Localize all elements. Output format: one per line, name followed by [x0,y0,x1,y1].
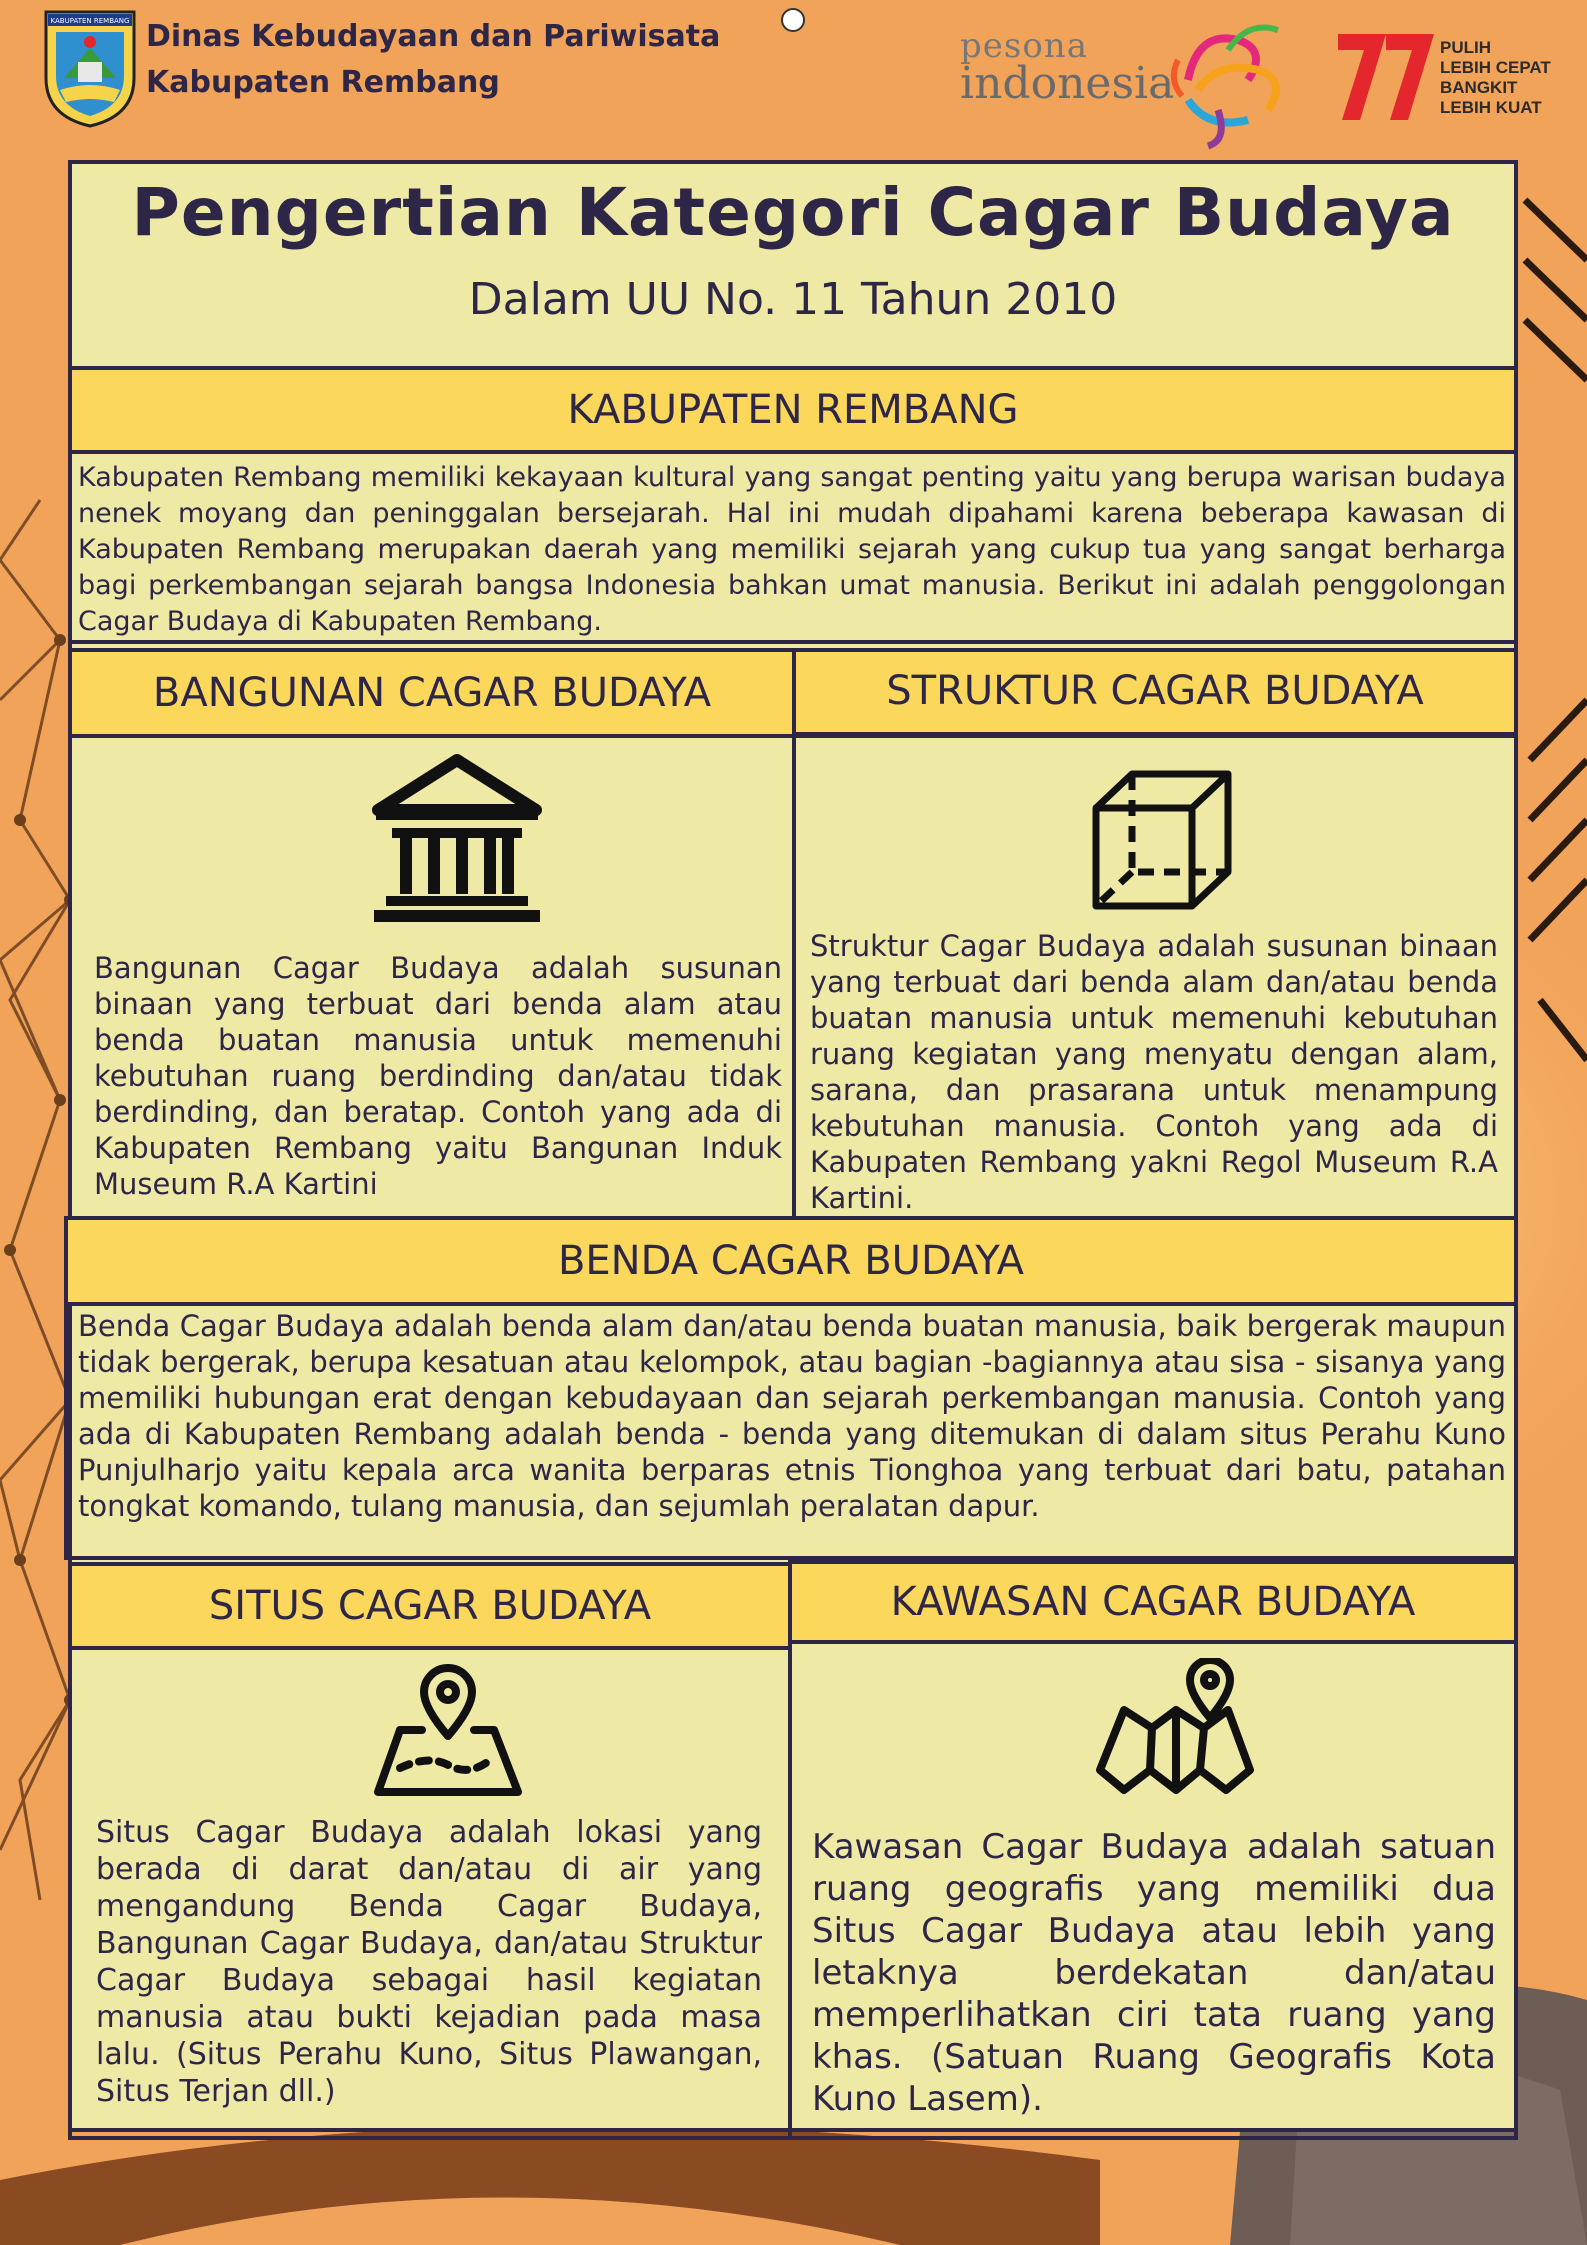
kawasan-heading: KAWASAN CAGAR BUDAYA [788,1560,1518,1644]
main-panel [68,160,1518,2132]
struktur-heading: STRUKTUR CAGAR BUDAYA [792,648,1518,736]
tagline-line-2: LEBIH CEPAT [1440,58,1551,77]
bangunan-heading: BANGUNAN CAGAR BUDAYA [68,648,796,738]
agency-name [146,14,720,106]
pesona-swirl-icon [1158,20,1298,150]
page-subtitle: Dalam UU No. 11 Tahun 2010 [468,274,1118,325]
agency-line-2: Kabupaten Rembang [146,65,500,100]
indonesia-word: indonesia [960,58,1175,109]
benda-text: Benda Cagar Budaya adalah benda alam dan/atau benda buatan manusia, baik bergerak maupun tidak bergerak, berupa kesatuan atau kelompok, atau bagian -bagiannya atau sisa - sisanya yang memiliki hubungan erat dengan kebudayaan dan sejarah perkembangan manusia. Contoh yang ada di Kabupaten Rembang adalah benda - benda yang ditemukan di dalam situs Perahu Kuno Punjulharjo yaitu kepala arca wanita berparas etnis Tionghoa yang terbuat dari batu, patahan tongkat komando, tulang manusia, dan sejumlah peralatan dapur. [78,1309,1506,1523]
kabupaten-rembang-crest-icon [42,8,138,128]
tagline-line-3: BANGKIT [1440,78,1518,97]
header [0,0,1587,150]
pesona-indonesia-logo [958,20,1298,150]
situs-heading: SITUS CAGAR BUDAYA [68,1562,792,1650]
tagline-line-4: LEBIH KUAT [1440,98,1542,117]
situs-text: Situs Cagar Budaya adalah lokasi yang berada di darat dan/atau di air yang mengandung Benda Cagar Budaya, Bangunan Cagar Budaya, dan/atau Struktur Cagar Budaya sebagai hasil kegiatan manusia atau bukti kejadian pada masa lalu. (Situs Perahu Kuno, Situs Plawangan, Situs Terjan dll.) [96,1815,762,2109]
pesona-word: pesona [960,26,1088,66]
benda-heading: BENDA CAGAR BUDAYA [64,1216,1518,1306]
cube-icon [1088,768,1238,918]
agency-line-1: Dinas Kebudayaan dan Pariwisata [146,19,721,54]
museum-building-icon [372,754,542,924]
bangunan-text: Bangunan Cagar Budaya adalah susunan binaan yang terbuat dari benda alam atau benda buatan manusia untuk memenuhi kebutuhan ruang berdinding dan/atau tidak berdinding, dan beratap. Contoh yang ada di Kabupaten Rembang yaitu Bangunan Induk Museum R.A Kartini [94,951,782,1201]
tagline-line-1: PULIH [1440,38,1491,57]
kawasan-text: Kawasan Cagar Budaya adalah satuan ruang geografis yang memiliki dua Situs Cagar Budaya atau lebih yang letaknya berdekatan dan/atau memperlihatkan ciri tata ruang yang khas. (Satuan Ruang Geografis Kota Kuno Lasem). [812,1827,1496,2119]
location-map-icon [370,1664,526,1800]
hut-ri-77-logo [1330,26,1570,126]
folded-map-pin-icon [1092,1658,1258,1798]
number-77-icon [1330,26,1438,126]
struktur-text: Struktur Cagar Budaya adalah susunan binaan yang terbuat dari benda alam dan/atau benda buatan manusia untuk memenuhi kebutuhan ruang kegiatan yang menyatu dengan alam, sarana, dan prasarana untuk menampung kebutuhan manusia. Contoh yang ada di Kabupaten Rembang yakni Regol Museum R.A Kartini. [810,929,1498,1215]
hanging-hole [781,8,805,32]
svg-text:KABUPATEN REMBANG: KABUPATEN REMBANG [50,17,130,25]
anniversary-tagline [1440,38,1551,118]
page-title: Pengertian Kategori Cagar Budaya [131,174,1455,251]
intro-text: Kabupaten Rembang memiliki kekayaan kultural yang sangat penting yaitu yang berupa warisan budaya nenek moyang dan peninggalan bersejarah. Hal ini mudah dipahami karena beberapa kawasan di Kabupaten Rembang merupakan daerah yang memiliki sejarah yang cukup tua yang sangat berharga bagi perkembangan sejarah bangsa Indonesia bahkan umat manusia. Berikut ini adalah penggolongan Cagar Budaya di Kabupaten Rembang. [78,462,1506,637]
intro-heading: KABUPATEN REMBANG [68,366,1518,454]
